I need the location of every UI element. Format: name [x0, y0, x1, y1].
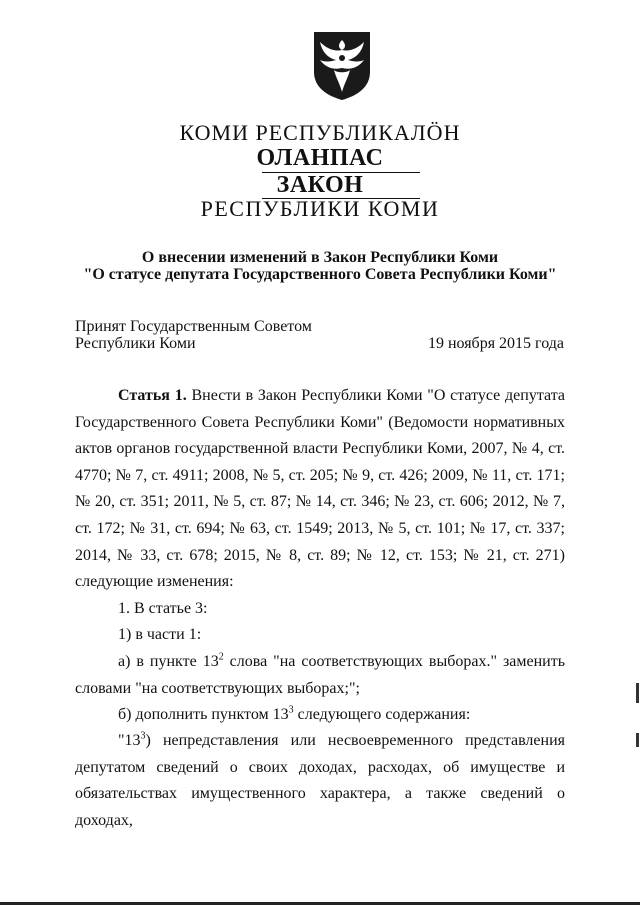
article-1-text: Внести в Закон Республики Коми "О статусе депутата Государственного Совета Республики Коми" (Ведомости нормативных актов органов государственной власти Республики Коми, 2007, № 4, ст. 4770; № 7, ст. 4911; 2008, № 5, ст. 205; № 9, ст. 426; 2009, № 11, ст. 171; № 20, ст. 351; 2011, № 5, ст. 87; № 14, ст. 346; № 23, ст. 606; 2012, № 7, ст. 172; № 31, ст. 694; № 63, ст. 1549; 2013, № 5, ст. 101; № 17, ст. 337; 2014, № 33, ст. 678; 2015, № 8, ст. 89; № 12, ст. 153; № 21, ст. 271) следующие изменения: — [75, 387, 565, 591]
item-a — [75, 649, 565, 702]
item-b-text-start: б) дополнить пунктом 13 — [118, 706, 289, 723]
item-b-superscript: 3 — [288, 704, 294, 716]
adoption-line-1: Принят Государственным Советом — [75, 318, 312, 335]
adoption-line-2: Республики Коми — [75, 335, 196, 352]
item-a-text-end: слова "на соответствующих выборах." заменить словами "на соответствующих выборах;"; — [75, 653, 566, 697]
subject-line-2: "О статусе депутата Государственного Совета Республики Коми" — [83, 266, 557, 283]
item-13-3-text-end: ) непредставления или несвоевременного представления депутатом сведений о своих доходах, расходах, об имуществе и обязательствах имущественного характера, а также сведений о доходах, — [75, 732, 565, 829]
olanpas-title: ОЛАНПАС — [256, 145, 384, 171]
komi-title: КОМИ РЕСПУБЛИКАЛÖН — [179, 120, 461, 145]
adoption-date: 19 ноября 2015 года — [427, 335, 564, 352]
item-13-3-superscript: 3 — [140, 730, 146, 742]
item-13-3-text-start: "13 — [118, 732, 141, 749]
komi-coat-of-arms-icon — [312, 30, 372, 102]
item-13-3 — [75, 728, 565, 834]
item-a-superscript: 2 — [218, 651, 224, 663]
item-a-text-start: а) в пункте 13 — [118, 653, 219, 670]
subject-line-1: О внесении изменений в Закон Республики Коми — [141, 249, 499, 266]
republic-title: РЕСПУБЛИКИ КОМИ — [200, 196, 440, 221]
article-1-paragraph — [75, 383, 565, 596]
scan-margin-mark — [636, 683, 639, 703]
zakon-title: ЗАКОН — [276, 172, 364, 198]
item-1: 1. В статье 3: — [118, 600, 208, 617]
item-1-1: 1) в части 1: — [118, 626, 202, 643]
item-b-text-end: следующего содержания: — [293, 706, 471, 723]
scan-margin-mark — [636, 733, 639, 747]
item-b — [75, 702, 565, 729]
article-1-label: Статья 1. — [118, 387, 187, 404]
